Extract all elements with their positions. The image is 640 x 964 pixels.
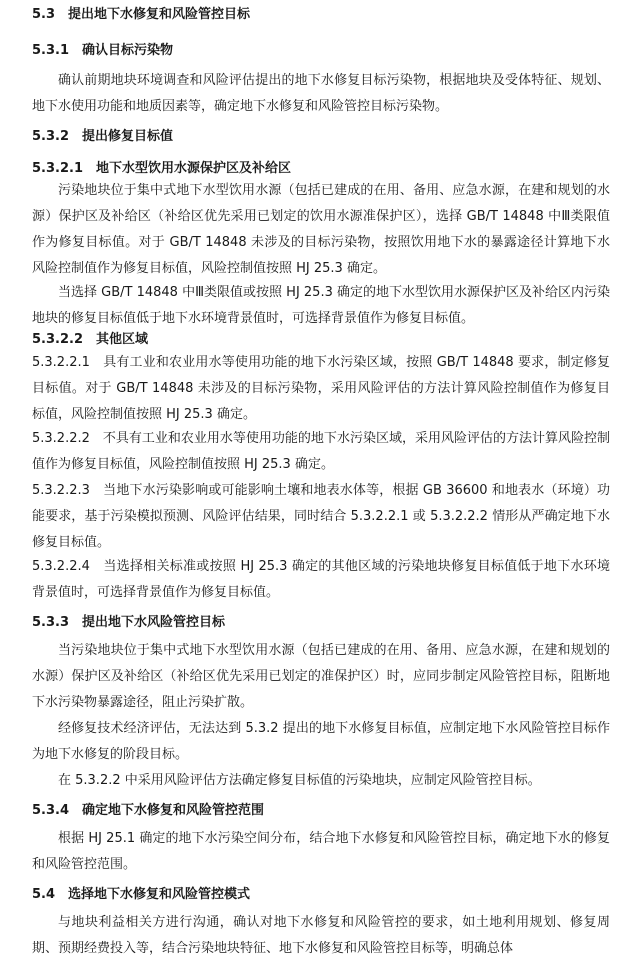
paragraph-5-3-2-1-b: 当选择 GB/T 14848 中Ⅲ类限值或按照 HJ 25.3 确定的地下水型饮用水源保护区及补给区内污染地块的修复目标值低于地下水环境背景值时，可选择背景值作为修复目标值。 bbox=[32, 285, 610, 326]
paragraph-5-3-2-1-a: 污染地块位于集中式地下水型饮用水源（包括已建成的在用、备用、应急水源，在建和规划的水源）保护区及补给区（补给区优先采用已划定的饮用水源准保护区），选择 GB/T 14848 中Ⅲ类限值作为修复目标值。对于 GB/T 14848 未涉及的目标污染物，按照饮用地下水的暴露途径计算地下水风险控制值作为修复目标值，风险控制值按照 HJ 25.3 确定。 bbox=[32, 183, 610, 276]
heading-5-3-2-1: 5.3.2.1 地下水型饮用水源保护区及补给区 bbox=[32, 161, 291, 176]
paragraph-5-3-2-2-2: 5.3.2.2.2 不具有工业和农业用水等使用功能的地下水污染区域，采用风险评估的方法计算风险控制值作为修复目标值，风险控制值按照 HJ 25.3 确定。 bbox=[32, 431, 610, 472]
subsection-heading-5-3-1: 5.3.1 确认目标污染物 bbox=[32, 43, 174, 58]
heading-5-3-2-2: 5.3.2.2 其他区域 bbox=[32, 332, 148, 347]
subsection-heading-5-3-3: 5.3.3 提出地下水风险管控目标 bbox=[32, 615, 226, 630]
paragraph-5-3-4: 根据 HJ 25.1 确定的地下水污染空间分布，结合地下水修复和风险管控目标，确定地下水的修复和风险管控范围。 bbox=[32, 831, 610, 872]
paragraph-5-3-3-c: 在 5.3.2.2 中采用风险评估方法确定修复目标值的污染地块，应制定风险管控目标。 bbox=[58, 773, 541, 788]
paragraph-5-3-2-2-4: 5.3.2.2.4 当选择相关标准或按照 HJ 25.3 确定的其他区域的污染地块修复目标值低于地下水环境背景值时，可选择背景值作为修复目标值。 bbox=[32, 559, 610, 600]
subsection-heading-5-3-2: 5.3.2 提出修复目标值 bbox=[32, 129, 174, 144]
section-heading-5-3: 5.3 提出地下水修复和风险管控目标 bbox=[32, 7, 251, 22]
subsection-heading-5-3-4: 5.3.4 确定地下水修复和风险管控范围 bbox=[32, 803, 265, 818]
paragraph-5-4: 与地块利益相关方进行沟通，确认对地下水修复和风险管控的要求，如土地利用规划、修复周期、预期经费投入等，结合污染地块特征、地下水修复和风险管控目标等，明确总体 bbox=[32, 915, 610, 956]
paragraph-5-3-2-2-1: 5.3.2.2.1 具有工业和农业用水等使用功能的地下水污染区域，按照 GB/T 14848 要求，制定修复目标值。对于 GB/T 14848 未涉及的目标污染物，采用风险评估的方法计算风险控制值作为修复目标值，风险控制值按照 HJ 25.3 确定。 bbox=[32, 355, 610, 422]
paragraph-5-3-2-2-3: 5.3.2.2.3 当地下水污染影响或可能影响土壤和地表水体等，根据 GB 36600 和地表水（环境）功能要求，基于污染模拟预测、风险评估结果，同时结合 5.3.2.2.1 或 5.3.2.2.2 情形从严确定地下水修复目标值。 bbox=[32, 483, 610, 550]
paragraph-5-3-3-a: 当污染地块位于集中式地下水型饮用水源（包括已建成的在用、备用、应急水源，在建和规划的水源）保护区及补给区（补给区优先采用已划定的准保护区）时，应同步制定风险管控目标，阻断地下水污染物暴露途径，阻止污染扩散。 bbox=[32, 643, 610, 710]
paragraph-5-3-3-b: 经修复技术经济评估，无法达到 5.3.2 提出的地下水修复目标值，应制定地下水风险管控目标作为地下水修复的阶段目标。 bbox=[32, 721, 610, 762]
section-heading-5-4: 5.4 选择地下水修复和风险管控模式 bbox=[32, 887, 251, 902]
paragraph-target-pollutants: 确认前期地块环境调查和风险评估提出的地下水修复目标污染物，根据地块及受体特征、规划、地下水使用功能和地质因素等，确定地下水修复和风险管控目标污染物。 bbox=[32, 73, 610, 114]
